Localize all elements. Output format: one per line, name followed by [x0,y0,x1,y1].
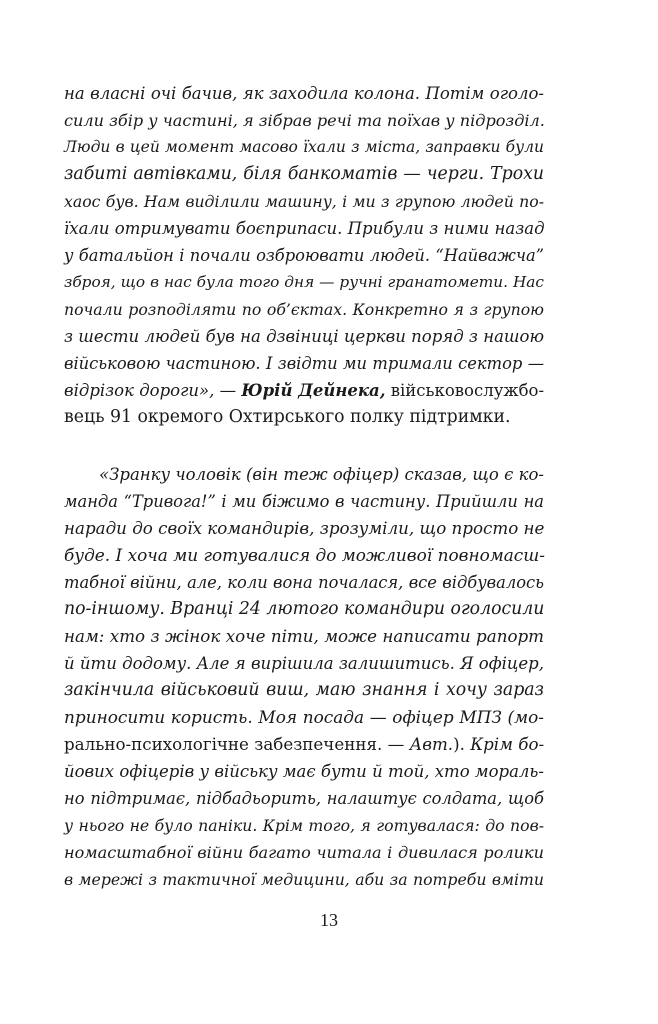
text-line: в мережі з тактичної медицини, аби за потреби вміти [64,870,544,889]
text-line: по-іншому. Вранці 24 лютого командири оголосили [64,599,545,619]
text-line: «Зранку чоловік (він теж офіцер) сказав, що є ко- [99,465,544,484]
text-line: наради до своїх командирів, зрозуміли, що просто не [64,518,545,538]
italic-tail: Крім бо- [464,734,545,754]
text-line: й йти додому. Але я вирішила залишитись. Я офіцер, [64,654,544,673]
author-name: Юрій Дейнека, [241,381,386,400]
closing-paren: ). [453,734,465,754]
text-line-attribution-end: вець 91 окремого Охтирського полку підтримки. [64,407,511,427]
text-line: йових офіцерів у війську має бути й той, хто мораль- [64,762,544,781]
text-line: почали розподіляти по об’єктах. Конкретно я з групою [64,300,544,319]
text-line: хаос був. Нам виділили машину, і ми з групою людей по- [64,192,544,211]
text-line: на власні очі бачив, як заходила колона. Потім оголо- [64,84,544,103]
text-line: у батальйон і почали озброювати людей. “Найважча” [64,246,544,265]
paragraph-spacer [64,431,544,461]
text-line: но підтримає, підбадьорить, налаштує солдата, щоб [64,789,544,808]
dash: — [214,381,242,400]
text-line: зброя, що в нас була того дня — ручні гранатомети. Нас [64,273,544,291]
text-line: їхали отримувати боєприпаси. Прибули з ними назад [64,219,545,238]
text-line: з шести людей був на дзвіниці церкви поряд з нашою [64,327,544,346]
quote-end: відрізок дороги», [64,381,215,400]
text-line: приносити користь. Моя посада — офіцер МПЗ (мо- [64,707,544,727]
text-line: військовою частиною. І звідти ми тримали сектор — [64,354,544,373]
text-line: номасштабної війни багато читала і дивилася ролики [64,843,544,862]
book-page-text [64,80,544,893]
text-line: у нього не було паніки. Крім того, я готувалася: до пов- [64,816,544,835]
upright-text: рально-психологічне забезпечення. — [64,734,410,754]
page-number: 13 [320,910,338,930]
text-line: манда “Тривога!” і ми біжимо в частину. Прийшли на [64,492,544,511]
text-line: закінчила військовий виш, маю знання і хочу зараз [64,680,544,700]
text-line: сили збір у частині, я зібрав речі та поїхав у підрозділ. [64,111,545,130]
text-line: нам: хто з жінок хоче піти, може написати рапорт [64,626,544,646]
text-line-mixed [64,731,544,758]
text-line: Люди в цей момент масово їхали з міста, заправки були [64,138,544,156]
abbreviation: Авт. [409,734,454,754]
text-line-attribution [64,377,544,404]
author-role: військовослужбо- [385,381,545,400]
text-line: табної війни, але, коли вона почалася, все відбувалось [64,573,544,592]
text-line: забиті автівками, біля банкоматів — черги. Трохи [64,164,544,184]
paragraph-1 [64,80,544,431]
text-line: буде. І хоча ми готувалися до можливої повномасш- [64,545,545,565]
paragraph-2 [64,461,544,893]
